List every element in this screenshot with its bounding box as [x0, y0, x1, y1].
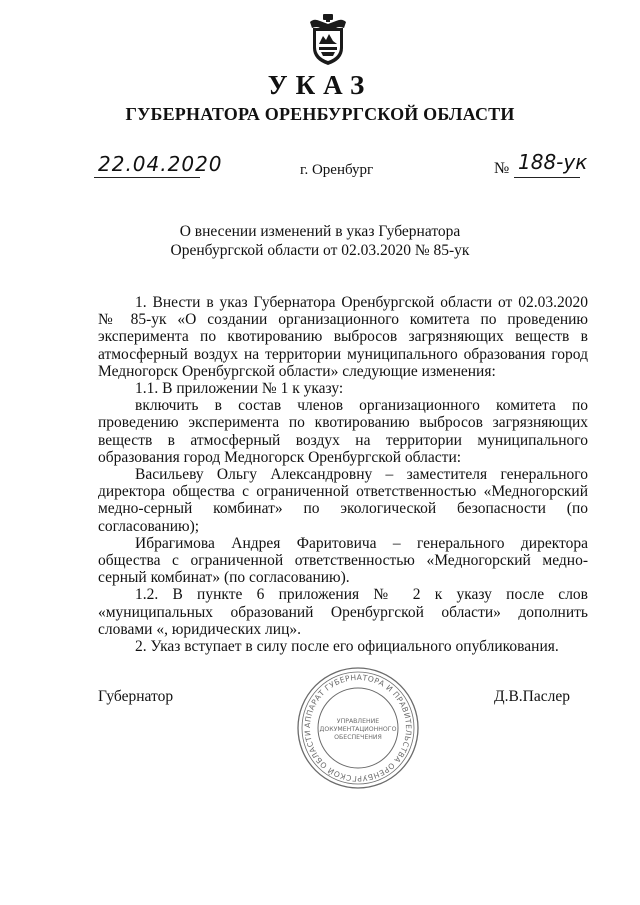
handwritten-date: 22.04.2020: [98, 152, 223, 176]
handwritten-number: 188-ук: [518, 150, 588, 174]
body-paragraph: 1. Внести в указ Губернатора Оренбургской области от 02.03.2020 № 85-ук «О создании организационного комитета по проведению эксперимента по квотированию выбросов загрязняющих веществ в атмосферный воздух на территории муниципального образования город Медногорск Оренбургской области» следующие изменения:: [98, 294, 588, 380]
seal-inner-line: ОБЕСПЕЧЕНИЯ: [334, 734, 382, 741]
document-body: [98, 294, 588, 655]
coat-of-arms-emblem: [306, 14, 350, 66]
document-type-title: УКАЗ: [267, 70, 373, 100]
issuer-title: ГУБЕРНАТОРА ОРЕНБУРГСКОЙ ОБЛАСТИ: [125, 104, 515, 124]
signatory-position: Губернатор: [98, 688, 174, 705]
body-paragraph: 1.1. В приложении № 1 к указу:: [135, 380, 344, 398]
body-paragraph: 2. Указ вступает в силу после его официального опубликования.: [135, 638, 559, 656]
body-paragraph: Васильеву Ольгу Александровну – заместителя генерального директора общества с ограниченной ответственностью «Медногорский медно-серный комбинат» по экологической безопасности (по согласованию);: [98, 466, 588, 535]
document-heading: [120, 222, 520, 260]
seal-inner-line: ДОКУМЕНТАЦИОННОГО: [319, 726, 397, 733]
signatory-name: Д.В.Паслер: [494, 688, 570, 705]
seal-inner-line: УПРАВЛЕНИЕ: [336, 718, 380, 725]
document-heading-line: Оренбургской области от 02.03.2020 № 85-ук: [170, 242, 470, 259]
seal-outer-text: АППАРАТ ГУБЕРНАТОРА И ПРАВИТЕЛЬСТВА ОРЕНБУРГСКОЙ ОБЛАСТИ: [302, 672, 414, 784]
body-paragraph: Ибрагимова Андрея Фаритовича – генерального директора общества с ограниченной ответственностью «Медногорский медно-серный комбинат» (по согласованию).: [98, 534, 588, 587]
city-label: г. Оренбург: [300, 162, 374, 178]
number-sign: №: [494, 160, 510, 177]
date-underline: [94, 177, 200, 178]
body-paragraph: включить в состав членов организационного комитета по проведению эксперимента по квотированию выбросов загрязняющих веществ в атмосферный воздух на территории муниципального образования город Медногорск Оренбургской области:: [98, 397, 588, 466]
official-seal: [296, 666, 420, 790]
document-heading-line: О внесении изменений в указ Губернатора: [179, 223, 461, 240]
body-paragraph: 1.2. В пункте 6 приложения № 2 к указу после слов «муниципальных образований Оренбургской области» дополнить словами «, юридических лиц».: [98, 586, 588, 638]
number-underline: [514, 177, 580, 178]
